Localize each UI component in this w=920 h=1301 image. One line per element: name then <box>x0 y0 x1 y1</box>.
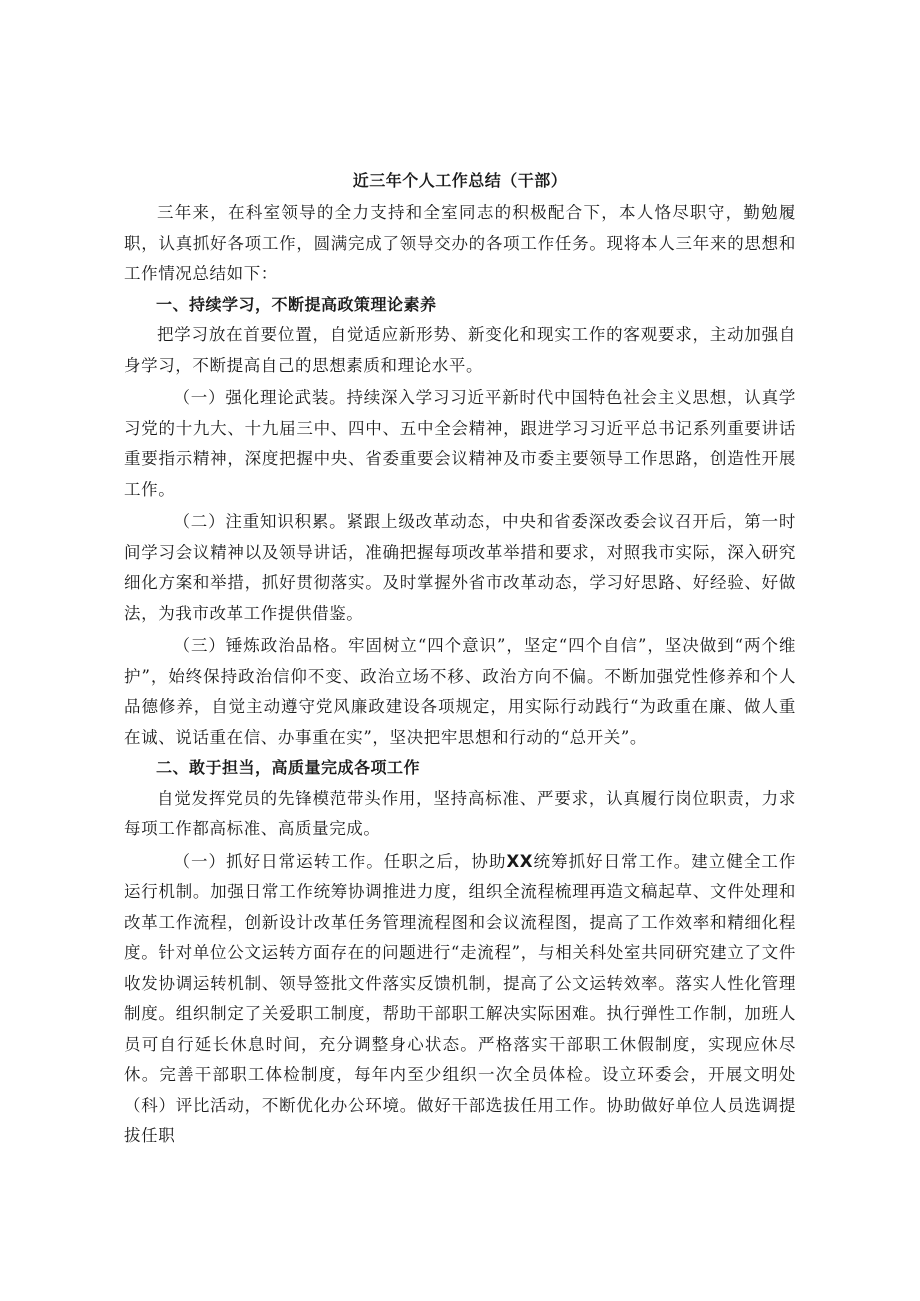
section-2-item-1-start: （一）抓好日常运转工作。任职之后，协助 <box>173 851 507 871</box>
document-title: 近三年个人工作总结（干部） <box>352 171 568 190</box>
section-2-item-1-rest: 统筹抓好日常工作。建立健全工作运行机制。加强日常工作统筹协调推进力度，组织全流程梳理再造文稿起草、文件处理和改革工作流程，创新设计改革任务管理流程图和会议流程图，提高了工作效率和精细化程度。针对单位公文运转方面存在的问题进行“走流程”，与相关科处室共同研究建立了文件收发协调运转机制、领导签批文件落实反馈机制，提高了公文运转效率。落实人性化管理制度。组织制定了关爱职工制度，帮助干部职工解决实际困难。执行弹性工作制，加班人员可自行延长休息时间，充分调整身心状态。严格落实干部职工休假制度，实现应休尽休。完善干部职工体检制度，每年内至少组织一次全员体检。设立环委会，开展文明处（科）评比活动，不断优化办公环境。做好干部选拔任用工作。协助做好单位人员选调提拔任职 <box>124 851 796 1145</box>
section-1-item-1: （一）强化理论武装。持续深入学习习近平新时代中国特色社会主义思想，认真学习党的十九大、十九届三中、四中、五中全会精神，跟进学习习近平总书记系列重要讲话重要指示精神，深度把握中央、省委重要会议精神及市委主要领导工作思路，创造性开展工作。 <box>124 388 796 499</box>
section-2-lead: 自觉发挥党员的先锋模范带头作用，坚持高标准、严要求，认真履行岗位职责，力求每项工作都高标准、高质量完成。 <box>124 788 796 838</box>
section-1-heading: 一、持续学习，不断提高政策理论素养 <box>156 294 437 314</box>
section-2-item-1 <box>124 847 796 1152</box>
section-1-lead: 把学习放在首要位置，自觉适应新形势、新变化和现实工作的客观要求，主动加强自身学习，不断提高自己的思想素质和理论水平。 <box>124 325 796 375</box>
section-2-heading: 二、敢于担当，高质量完成各项工作 <box>156 758 421 777</box>
section-1-item-3: （三）锤炼政治品格。牢固树立“四个意识”，坚定“四个自信”，坚决做到“两个维护”，始终保持政治信仰不变、政治立场不移、政治方向不偏。不断加强党性修养和个人品德修养，自觉主动遵守党风廉政建设各项规定，用实际行动践行“为政重在廉、做人重在诚、说话重在信、办事重在实”，坚决把牢思想和行动的“总开关”。 <box>124 636 796 747</box>
intro-paragraph: 三年来，在科室领导的全力支持和全室同志的积极配合下，本人恪尽职守，勤勉履职，认真抓好各项工作，圆满完成了领导交办的各项工作任务。现将本人三年来的思想和工作情况总结如下： <box>124 203 796 283</box>
section-1-item-2: （二）注重知识积累。紧跟上级改革动态，中央和省委深改委会议召开后，第一时间学习会议精神以及领导讲话，准确把握每项改革举措和要求，对照我市实际，深入研究细化方案和举措，抓好贯彻落实。及时掌握外省市改革动态，学习好思路、好经验、好做法，为我市改革工作提供借鉴。 <box>124 512 796 623</box>
document-body <box>124 164 796 1152</box>
placeholder-name: XX <box>506 851 534 871</box>
